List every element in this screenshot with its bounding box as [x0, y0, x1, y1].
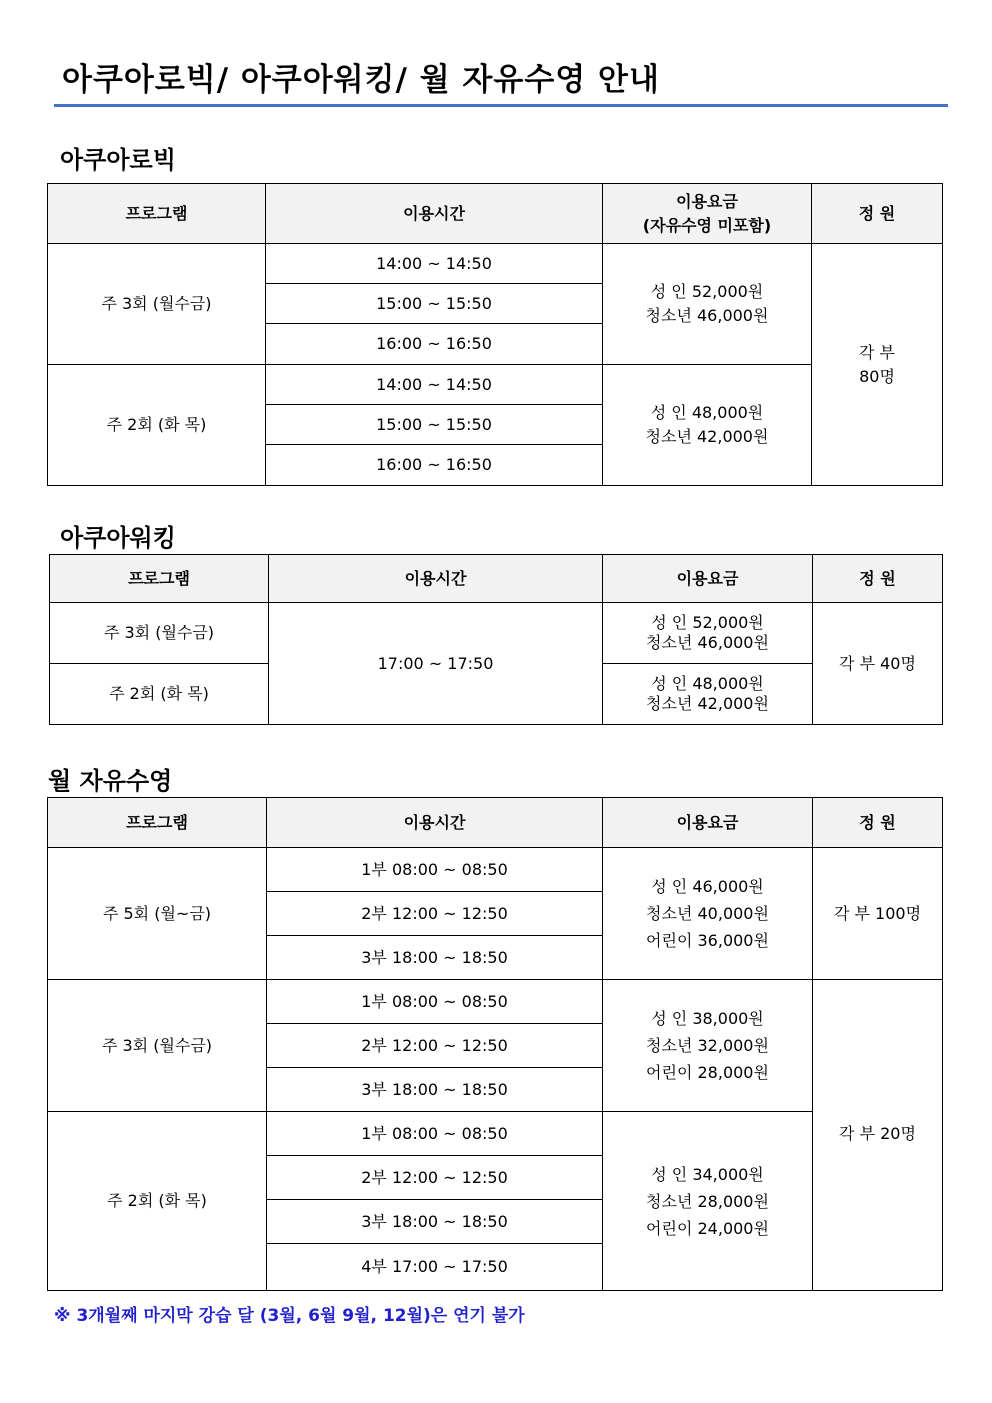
capacity-line: 각 부 20명: [839, 1124, 916, 1143]
walking-table: [49, 554, 943, 725]
time-cell: 3부 18:00 ~ 18:50: [267, 1068, 603, 1112]
program-cell: 주 2회 (화 목): [48, 1112, 267, 1291]
fee-line: 성 인 38,000원: [651, 1009, 764, 1028]
fee-line: 어린이 24,000원: [646, 1218, 769, 1238]
time-cell: 14:00 ~ 14:50: [266, 365, 603, 405]
header-fee: [603, 184, 812, 244]
program-cell: 주 3회 (월수금): [50, 603, 269, 664]
capacity-line: 각 부: [859, 342, 895, 362]
header-fee-note: (자유수영 미포함): [642, 215, 772, 235]
section-heading-walking: 아쿠아워킹: [60, 524, 176, 552]
section-heading-free-swim: 월 자유수영: [48, 767, 173, 795]
fee-line: 청소년 42,000원: [646, 694, 769, 713]
time-cell: 16:00 ~ 16:50: [266, 445, 603, 486]
capacity-cell: [813, 980, 943, 1291]
fee-line: 청소년 46,000원: [646, 633, 769, 652]
program-cell: 주 5회 (월~금): [48, 848, 267, 980]
header-time: 이용시간: [269, 555, 603, 603]
header-capacity: 정 원: [812, 184, 943, 244]
header-capacity: 정 원: [813, 555, 943, 603]
time-cell: 15:00 ~ 15:50: [266, 405, 603, 445]
free-swim-table: [47, 797, 943, 1291]
time-cell: 16:00 ~ 16:50: [266, 324, 603, 365]
fee-cell: [603, 365, 812, 486]
fee-cell: [603, 980, 813, 1112]
header-time: 이용시간: [266, 184, 603, 244]
fee-line: 성 인 48,000원: [651, 674, 764, 693]
time-cell: 17:00 ~ 17:50: [269, 603, 603, 725]
program-cell: 주 3회 (월수금): [48, 244, 266, 365]
header-program: 프로그램: [50, 555, 269, 603]
time-cell: 1부 08:00 ~ 08:50: [267, 848, 603, 892]
fee-line: 청소년 28,000원: [646, 1191, 769, 1211]
fee-line: 어린이 28,000원: [646, 1063, 769, 1082]
time-cell: 3부 18:00 ~ 18:50: [267, 936, 603, 980]
header-fee-label: 이용요금: [676, 191, 738, 211]
time-cell: 4부 17:00 ~ 17:50: [267, 1244, 603, 1291]
capacity-cell: 각 부 100명: [813, 848, 943, 980]
header-program: 프로그램: [48, 798, 267, 848]
time-cell: 1부 08:00 ~ 08:50: [267, 980, 603, 1024]
time-cell: 15:00 ~ 15:50: [266, 284, 603, 324]
postpone-note: ※ 3개월째 마지막 강습 달 (3월, 6월 9월, 12월)은 연기 불가: [54, 1306, 525, 1326]
fee-line: 성 인 48,000원: [650, 403, 764, 422]
aerobic-table: [47, 183, 943, 486]
fee-cell: [603, 664, 813, 725]
capacity-cell: [812, 244, 943, 486]
header-time: 이용시간: [267, 798, 603, 848]
time-cell: 2부 12:00 ~ 12:50: [267, 892, 603, 936]
fee-line: 청소년 46,000원: [645, 306, 769, 325]
time-cell: 1부 08:00 ~ 08:50: [267, 1112, 603, 1156]
program-cell: 주 3회 (월수금): [48, 980, 267, 1112]
fee-line: 청소년 42,000원: [645, 427, 769, 446]
fee-cell: [603, 1112, 813, 1291]
header-fee: 이용요금: [603, 555, 813, 603]
header-capacity: 정 원: [813, 798, 943, 848]
fee-line: 성 인 46,000원: [651, 877, 764, 896]
fee-line: 청소년 32,000원: [646, 1036, 769, 1055]
capacity-cell: 각 부 40명: [813, 603, 943, 725]
fee-line: 성 인 52,000원: [651, 613, 764, 632]
time-cell: 2부 12:00 ~ 12:50: [267, 1156, 603, 1200]
header-fee: 이용요금: [603, 798, 813, 848]
fee-line: 성 인 34,000원: [651, 1164, 764, 1184]
fee-cell: [603, 244, 812, 365]
program-cell: 주 2회 (화 목): [50, 664, 269, 725]
time-cell: 3부 18:00 ~ 18:50: [267, 1200, 603, 1244]
time-cell: 14:00 ~ 14:50: [266, 244, 603, 284]
fee-cell: [603, 603, 813, 664]
header-program: 프로그램: [48, 184, 266, 244]
section-heading-aerobic: 아쿠아로빅: [60, 146, 176, 174]
time-cell: 2부 12:00 ~ 12:50: [267, 1024, 603, 1068]
fee-line: 어린이 36,000원: [646, 931, 769, 950]
fee-line: 성 인 52,000원: [650, 282, 764, 301]
program-cell: 주 2회 (화 목): [48, 365, 266, 486]
page-title: 아쿠아로빅/ 아쿠아워킹/ 월 자유수영 안내: [62, 62, 660, 98]
title-underline: [54, 104, 948, 107]
capacity-line: 80명: [859, 366, 895, 386]
fee-cell: [603, 848, 813, 980]
fee-line: 청소년 40,000원: [646, 904, 769, 923]
